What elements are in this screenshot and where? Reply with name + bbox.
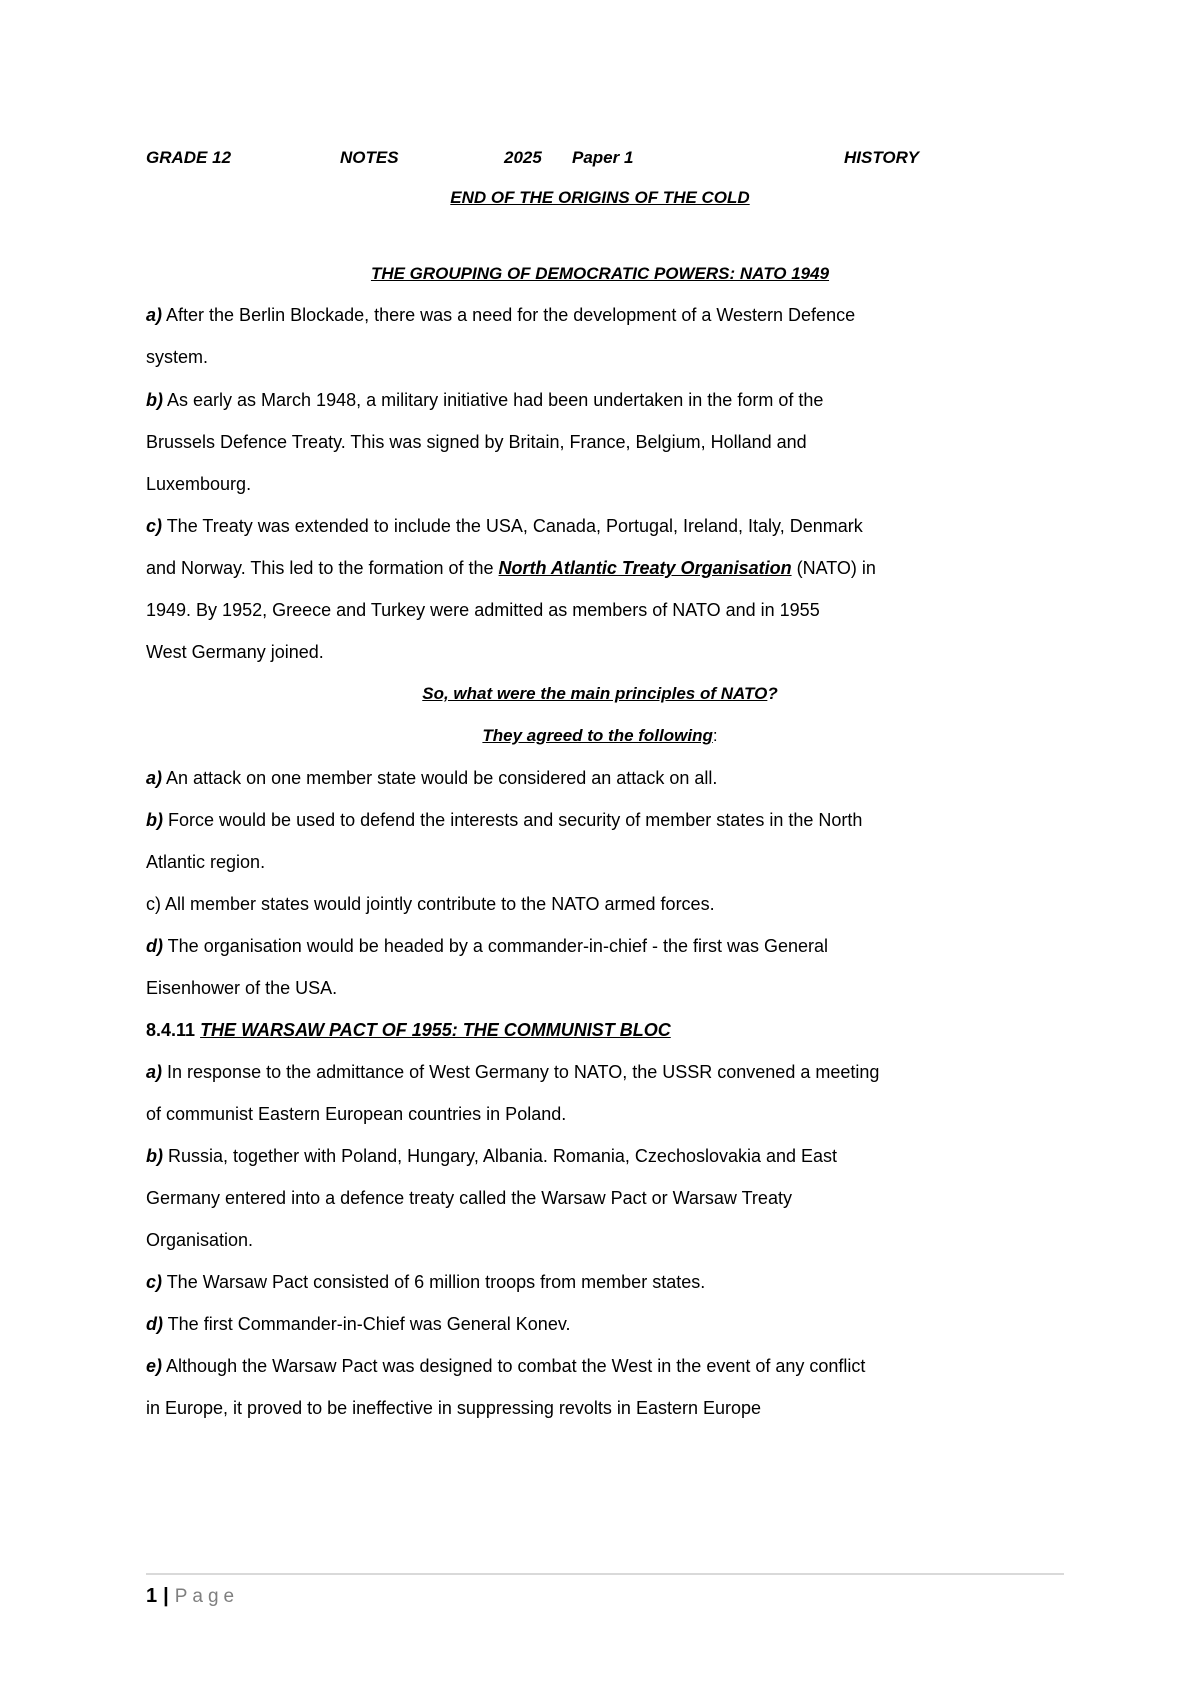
point-label: b) [146, 1146, 163, 1166]
point-text: The Warsaw Pact consisted of 6 million troops from member states. [162, 1272, 706, 1292]
point-text: As early as March 1948, a military initiative had been undertaken in the form of the [163, 390, 824, 410]
principles-agreed [0, 724, 1200, 748]
point-text: Although the Warsaw Pact was designed to combat the West in the event of any conflict [162, 1356, 866, 1376]
principle-d [146, 934, 828, 958]
nato-heading: THE GROUPING OF DEMOCRATIC POWERS: NATO 1949 [370, 264, 830, 283]
nato-point-a-cont: system. [146, 347, 209, 367]
point-label: c) [146, 894, 161, 914]
nato-point-c [146, 514, 863, 538]
warsaw-point-a-cont: of communist Eastern European countries in Poland. [146, 1104, 567, 1124]
point-label: e) [146, 1356, 163, 1376]
question-text: So, what were the main principles of NATO [422, 684, 768, 703]
principle-b-cont: Atlantic region. [146, 852, 266, 872]
point-text: The Treaty was extended to include the USA, Canada, Portugal, Ireland, Italy, Denmark [162, 516, 863, 536]
warsaw-point-e [146, 1354, 865, 1378]
point-label: a) [146, 305, 163, 325]
nato-full-name: North Atlantic Treaty Organisation [498, 558, 792, 578]
point-text: The first Commander-in-Chief was General Konev. [163, 1314, 571, 1334]
header-paper: Paper 1 [572, 148, 634, 167]
nato-point-b-cont2: Luxembourg. [146, 474, 252, 494]
warsaw-point-e-cont: in Europe, it proved to be ineffective in suppressing revolts in Eastern Europe [146, 1398, 762, 1418]
nato-point-c-cont2: 1949. By 1952, Greece and Turkey were admitted as members of NATO and in 1955 [146, 600, 820, 620]
point-text: Force would be used to defend the interests and security of member states in the North [163, 810, 863, 830]
point-label: c) [146, 516, 163, 536]
footer-divider [146, 1573, 1064, 1575]
header-subject: HISTORY [844, 148, 919, 167]
warsaw-point-b-cont2: Organisation. [146, 1230, 254, 1250]
warsaw-point-d [146, 1312, 571, 1336]
principles-question [0, 682, 1200, 706]
page-header [146, 148, 1006, 172]
point-label: d) [146, 936, 163, 956]
header-year: 2025 [504, 148, 542, 167]
question-mark: ? [767, 684, 778, 703]
point-text: All member states would jointly contribute to the NATO armed forces. [161, 894, 715, 914]
agreed-text: They agreed to the following [482, 726, 713, 745]
nato-point-b [146, 388, 823, 412]
nato-point-c-cont3: West Germany joined. [146, 642, 324, 662]
section-number: 8.4.11 [146, 1020, 201, 1040]
point-label: c) [146, 1272, 163, 1292]
point-label: a) [146, 1062, 163, 1082]
footer-separator: | [163, 1585, 169, 1607]
point-text: An attack on one member state would be considered an attack on all. [162, 768, 718, 788]
text-pre: and Norway. This led to the formation of the [146, 558, 499, 578]
point-text: In response to the admittance of West Germany to NATO, the USSR convened a meeting [162, 1062, 880, 1082]
page-number: 1 [146, 1585, 158, 1607]
warsaw-point-b-cont1: Germany entered into a defence treaty called the Warsaw Pact or Warsaw Treaty [146, 1188, 792, 1208]
nato-point-a [146, 303, 855, 327]
point-label: a) [146, 768, 163, 788]
text-post: (NATO) in [791, 558, 876, 578]
header-notes: NOTES [340, 148, 399, 167]
warsaw-point-b [146, 1144, 837, 1168]
page-word: Page [174, 1586, 240, 1607]
header-grade: GRADE 12 [146, 148, 232, 167]
principle-d-cont: Eisenhower of the USA. [146, 978, 338, 998]
section-title: THE WARSAW PACT OF 1955: THE COMMUNIST BLOC [200, 1020, 671, 1040]
agreed-colon: : [712, 726, 718, 745]
page-footer [146, 1585, 239, 1608]
nato-point-c-cont1 [146, 556, 876, 580]
warsaw-point-a [146, 1060, 879, 1084]
point-label: b) [146, 390, 163, 410]
nato-point-b-cont1: Brussels Defence Treaty. This was signed by Britain, France, Belgium, Holland and [146, 432, 807, 452]
point-text: Russia, together with Poland, Hungary, Albania. Romania, Czechoslovakia and East [163, 1146, 838, 1166]
warsaw-heading [146, 1018, 671, 1042]
point-label: d) [146, 1314, 163, 1334]
document-title: END OF THE ORIGINS OF THE COLD [450, 188, 750, 207]
principle-a [146, 766, 717, 790]
principle-b [146, 808, 862, 832]
point-text: After the Berlin Blockade, there was a need for the development of a Western Defence [162, 305, 856, 325]
point-label: b) [146, 810, 163, 830]
principle-c [146, 892, 715, 916]
point-text: The organisation would be headed by a commander-in-chief - the first was General [163, 936, 829, 956]
warsaw-point-c [146, 1270, 705, 1294]
